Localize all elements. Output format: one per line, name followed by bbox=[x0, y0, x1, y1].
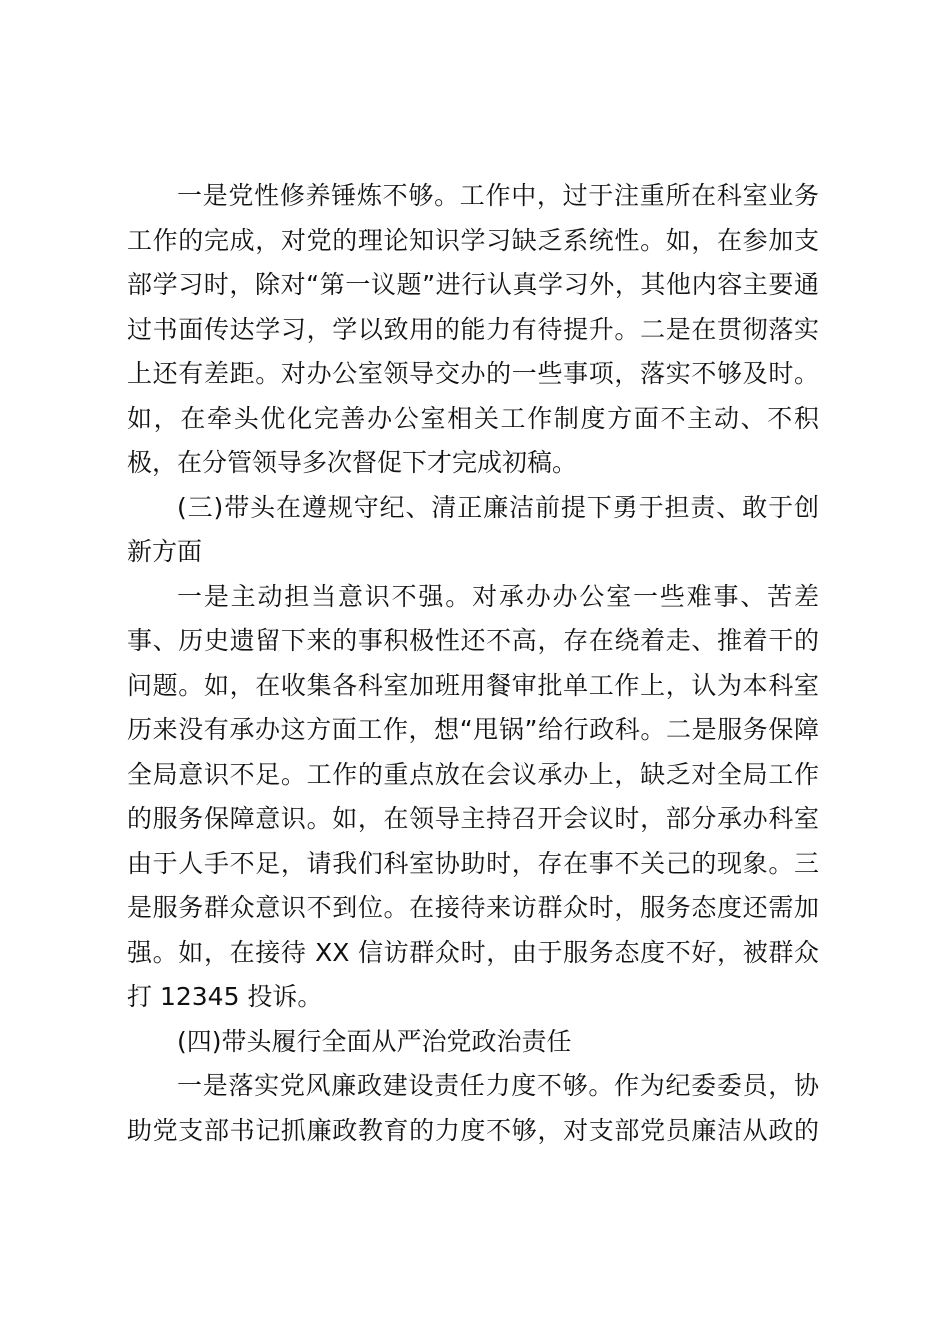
text-line: 打 12345 投诉。 bbox=[127, 982, 323, 1011]
text-line: 过书面传达学习，学以致用的能力有待提升。二是在贯彻落实 bbox=[127, 314, 819, 344]
text-line: 事、历史遗留下来的事积极性还不高，存在绕着走、推着干的 bbox=[127, 626, 819, 655]
text-line: 如，在牵头优化完善办公室相关工作制度方面不主动、不积 bbox=[127, 403, 819, 433]
section-heading-continued: 新方面 bbox=[127, 537, 203, 566]
text-line: 的服务保障意识。如，在领导主持召开会议时，部分承办科室 bbox=[127, 804, 819, 833]
text-line: 是服务群众意识不到位。在接待来访群众时，服务态度还需加 bbox=[127, 893, 819, 922]
text-line: 问题。如，在收集各科室加班用餐审批单工作上，认为本科室 bbox=[127, 670, 819, 700]
text-line: 助党支部书记抓廉政教育的力度不够，对支部党员廉洁从政的 bbox=[127, 1115, 819, 1145]
document-body bbox=[127, 174, 819, 1153]
text-line: 强。如，在接待 XX 信访群众时，由于服务态度不好，被群众 bbox=[127, 937, 819, 967]
section-heading: (四)带头履行全面从严治党政治责任 bbox=[177, 1026, 572, 1056]
text-line: 历来没有承办这方面工作，想“甩锅”给行政科。二是服务保障 bbox=[127, 715, 819, 744]
text-line: 一是落实党风廉政建设责任力度不够。作为纪委委员，协 bbox=[177, 1071, 819, 1100]
text-line: 由于人手不足，请我们科室协助时，存在事不关己的现象。三 bbox=[127, 848, 819, 878]
text-line: 极，在分管领导多次督促下才完成初稿。 bbox=[127, 448, 578, 477]
text-line: 一是主动担当意识不强。对承办办公室一些难事、苦差 bbox=[177, 581, 819, 611]
section-heading: (三)带头在遵规守纪、清正廉洁前提下勇于担责、敢于创 bbox=[177, 492, 819, 522]
text-line: 一是党性修养锤炼不够。工作中，过于注重所在科室业务 bbox=[177, 181, 819, 210]
text-line: 全局意识不足。工作的重点放在会议承办上，缺乏对全局工作 bbox=[127, 759, 819, 789]
text-line: 上还有差距。对办公室领导交办的一些事项，落实不够及时。 bbox=[127, 359, 819, 388]
text-line: 工作的完成，对党的理论知识学习缺乏系统性。如，在参加支 bbox=[127, 225, 819, 255]
text-line: 部学习时，除对“第一议题”进行认真学习外，其他内容主要通 bbox=[127, 270, 819, 299]
